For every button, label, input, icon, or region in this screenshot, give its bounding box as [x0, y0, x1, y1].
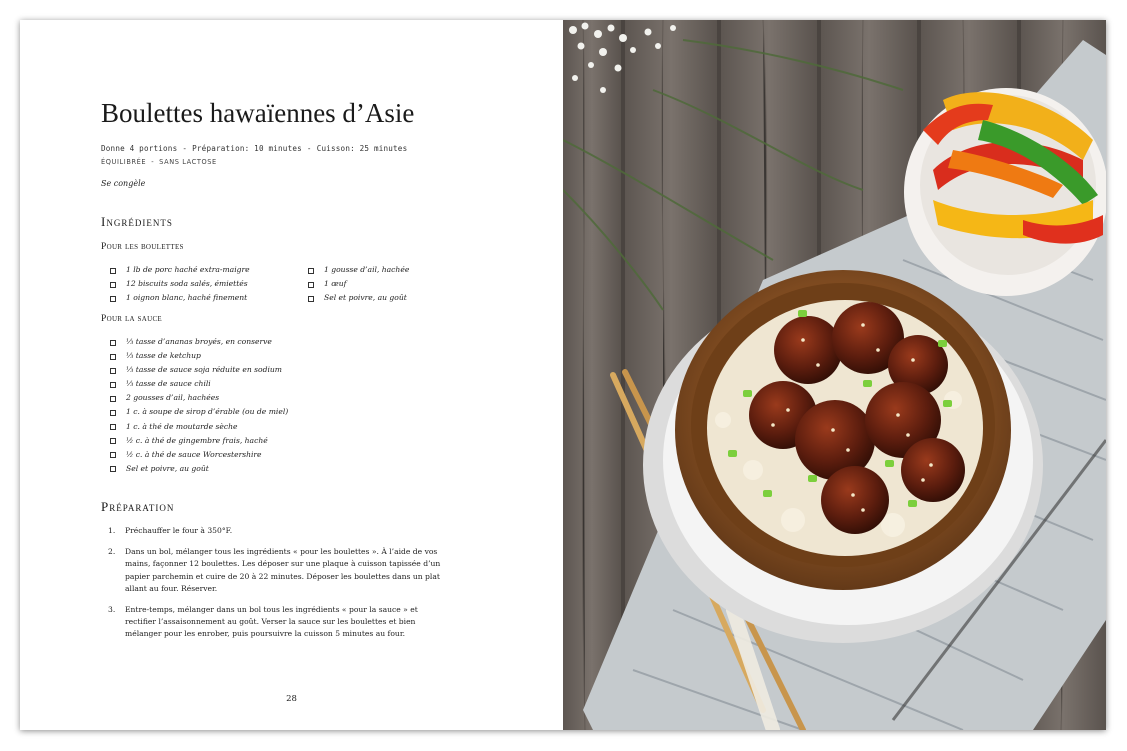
portions: Donne 4 portions	[101, 144, 178, 153]
prep-time: Préparation: 10 minutes	[192, 144, 302, 153]
step-item	[101, 525, 441, 537]
step-item	[101, 546, 441, 595]
recipe-title: Boulettes hawaïennes d’Asie	[101, 98, 415, 128]
ingredient-item: 1 gousse d’ail, hachée	[306, 263, 409, 277]
cookbook-spread	[20, 20, 1106, 730]
meta-separator: -	[306, 144, 312, 153]
ingredient-item: 1 œuf	[306, 277, 409, 291]
step-number: 2.	[108, 547, 116, 557]
ingredient-item: 1 lb de porc haché extra-maigre	[108, 263, 250, 277]
cook-time: Cuisson: 25 minutes	[316, 144, 408, 153]
step-text: Entre-temps, mélanger dans un bol tous les ingrédients « pour la sauce » et rectifier l’assaisonnement au goût. Verser la sauce sur les boulettes et bien mélanger pour les enrober, puis poursuivre la cuisson 5 minutes au four.	[125, 605, 418, 639]
meta-separator: -	[182, 144, 188, 153]
recipe-page	[20, 20, 563, 730]
ingredient-item: 12 biscuits soda salés, émiettés	[108, 277, 250, 291]
ingredient-item: 2 gousses d’ail, hachées	[108, 391, 288, 405]
step-text: Dans un bol, mélanger tous les ingrédients « pour les boulettes ». À l’aide de vos mains, façonner 12 boulettes. Les déposer sur une plaque à cuisson tapissée d’un papier parchemin et cuire de 20 à 22 minutes. Déposer les boulettes dans un plat allant au four. Réserver.	[125, 547, 441, 593]
page-number: 28	[286, 694, 297, 704]
preparation-steps	[101, 525, 441, 650]
meatball-ingredients-col2	[306, 263, 409, 305]
tag-balanced: ÉQUILIBRÉE	[101, 158, 147, 166]
diet-tags	[101, 158, 217, 166]
step-text: Préchauffer le four à 350°F.	[125, 526, 233, 535]
meatballs-subheading: Pour les boulettes	[101, 242, 184, 252]
tag-separator: -	[151, 158, 155, 166]
step-number: 1.	[108, 526, 116, 535]
step-number: 3.	[108, 605, 116, 615]
sauce-subheading: Pour la sauce	[101, 314, 162, 324]
step-item	[101, 604, 441, 641]
ingredient-item: ⅓ tasse d’ananas broyés, en conserve	[108, 335, 288, 349]
ingredient-item: ½ c. à thé de gingembre frais, haché	[108, 434, 288, 448]
meatball-ingredients-col1	[108, 263, 250, 305]
freeze-note: Se congèle	[101, 179, 146, 188]
food-photo-illustration	[563, 20, 1106, 730]
sauce-ingredients	[108, 335, 288, 476]
tag-lactose-free: SANS LACTOSE	[159, 158, 217, 166]
recipe-meta	[101, 144, 407, 153]
ingredient-item: Sel et poivre, au goût	[306, 291, 409, 305]
ingredient-item: ⅓ tasse de ketchup	[108, 349, 288, 363]
ingredient-item: 1 c. à soupe de sirop d’érable (ou de miel)	[108, 405, 288, 419]
ingredient-item: ⅓ tasse de sauce chili	[108, 377, 288, 391]
ingredient-item: ½ c. à thé de sauce Worcestershire	[108, 448, 288, 462]
ingredient-item: ⅓ tasse de sauce soja réduite en sodium	[108, 363, 288, 377]
ingredient-item: 1 c. à thé de moutarde sèche	[108, 420, 288, 434]
ingredient-item: 1 oignon blanc, haché finement	[108, 291, 250, 305]
preparation-heading: Préparation	[101, 499, 175, 514]
ingredient-item: Sel et poivre, au goût	[108, 462, 288, 476]
meatball-bowl-photo	[563, 20, 1106, 730]
ingredients-heading: Ingrédients	[101, 214, 173, 229]
